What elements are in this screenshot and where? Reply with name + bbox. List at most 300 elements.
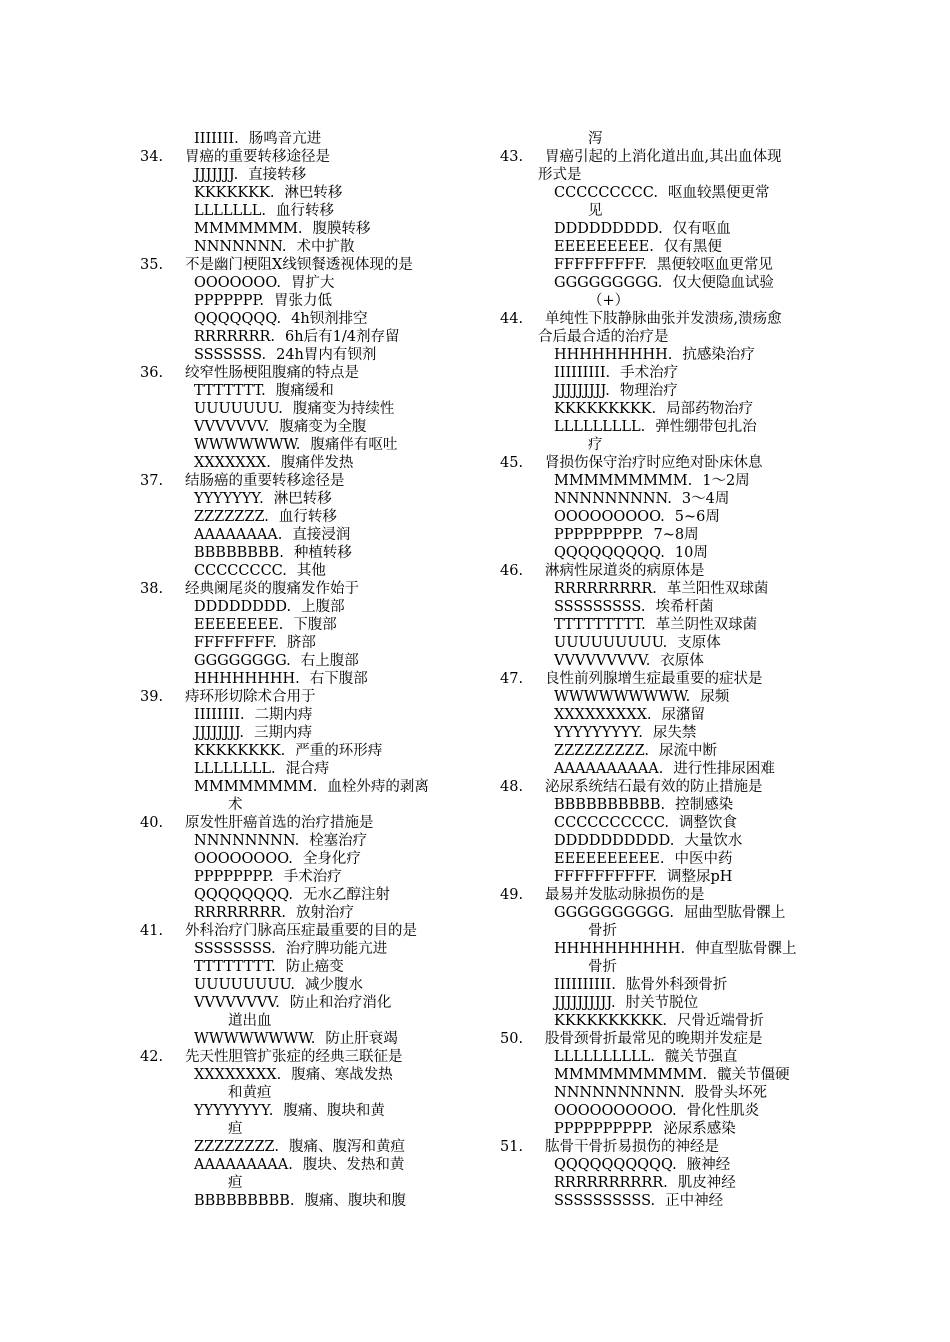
option-key: SSSSSSSSSS. [554, 1193, 656, 1209]
right-column [500, 130, 830, 1210]
option-text: 二期内痔 [254, 707, 313, 723]
option-item [140, 310, 470, 328]
option-item [140, 886, 470, 904]
option-continuation: 见 [588, 203, 603, 219]
option-text: 胃张力低 [273, 293, 332, 309]
option-key: RRRRRRR. [194, 329, 276, 345]
question-number: 37. [140, 473, 164, 489]
option-text: 尺骨近端骨折 [676, 1013, 764, 1029]
option-item [140, 544, 470, 562]
option-text: 屈曲型肱骨髁上 [683, 905, 786, 921]
question-stem-continuation: 合后最合适的治疗是 [538, 329, 669, 345]
question-item [500, 1138, 830, 1210]
option-key: OOOOOOOO. [194, 851, 293, 867]
option-key: LLLLLLLLL. [554, 419, 646, 435]
question-stem: 股骨颈骨折最常见的晚期并发症是 [545, 1031, 763, 1047]
left-column [140, 130, 470, 1210]
option-key: WWWWWWWW. [194, 1031, 316, 1047]
option-text: 减少腹水 [305, 977, 364, 993]
question-item [140, 688, 470, 814]
option-continuation: 泻 [588, 131, 603, 147]
question-stem: 胃癌引起的上消化道出血,其出血体现 [545, 149, 782, 165]
option-item [500, 508, 830, 526]
question-number: 40. [140, 815, 164, 831]
option-text: 控制感染 [675, 797, 734, 813]
question-stem-line [500, 148, 830, 166]
question-stem-line [140, 364, 470, 382]
option-key: MMMMMMM. [194, 221, 303, 237]
question-number: 42. [140, 1049, 164, 1065]
question-stem-line [140, 1048, 470, 1066]
option-item [140, 184, 470, 202]
question-stem-line [500, 562, 830, 580]
option-key: FFFFFFFFF. [554, 257, 647, 273]
option-item [140, 742, 470, 760]
question-stem: 经典阑尾炎的腹痛发作始于 [185, 581, 359, 597]
option-text: 支原体 [677, 635, 721, 651]
question-stem-line [140, 922, 470, 940]
option-key: QQQQQQQQ. [194, 887, 293, 903]
option-key: TTTTTTTT. [194, 959, 276, 975]
option-text: 4h钡剂排空 [291, 311, 368, 327]
question-stem-line [500, 1138, 830, 1156]
option-text: 调整尿pH [666, 869, 733, 885]
option-key: MMMMMMMMM. [554, 473, 693, 489]
option-key: CCCCCCCCCC. [554, 815, 670, 831]
option-key: FFFFFFFF. [194, 635, 277, 651]
question-item [140, 814, 470, 922]
question-number: 36. [140, 365, 164, 381]
option-item [140, 202, 470, 220]
option-key: AAAAAAAA. [194, 527, 283, 543]
option-key: DDDDDDDDDD. [554, 833, 675, 849]
option-key: RRRRRRRR. [194, 905, 286, 921]
option-item [500, 832, 830, 850]
option-key: XXXXXXX. [194, 455, 271, 471]
option-text: 上腹部 [301, 599, 345, 615]
question-number: 51. [500, 1139, 524, 1155]
option-item [140, 652, 470, 670]
option-item [140, 850, 470, 868]
option-key: BBBBBBBBB. [194, 1193, 295, 1209]
option-item [500, 616, 830, 634]
option-continuation: （+） [588, 293, 630, 309]
question-stem-line [500, 670, 830, 688]
option-key: PPPPPPPPP. [554, 527, 644, 543]
question-item [140, 364, 470, 472]
option-key: IIIIIIIII. [554, 365, 611, 381]
option-item [140, 832, 470, 850]
option-text: 栓塞治疗 [309, 833, 368, 849]
option-key: JJJJJJJJJJ. [554, 995, 616, 1011]
option-key: WWWWWWW. [194, 437, 301, 453]
option-text: 腹痛、腹泻和黄疸 [288, 1139, 405, 1155]
option-item [140, 724, 470, 742]
option-key: UUUUUUUU. [194, 977, 296, 993]
option-key: FFFFFFFFFF. [554, 869, 657, 885]
option-item [140, 562, 470, 580]
question-stem: 外科治疗门脉高压症最重要的目的是 [185, 923, 417, 939]
question-stem: 肱骨干骨折易损伤的神经是 [545, 1139, 719, 1155]
option-item [500, 994, 830, 1012]
option-item [500, 850, 830, 868]
option-item [140, 436, 470, 454]
option-key: YYYYYYYY. [194, 1103, 274, 1119]
option-text: 仅有呕血 [672, 221, 731, 237]
option-text: 腹痛伴有呕吐 [310, 437, 398, 453]
option-item [500, 364, 830, 382]
question-stem-line [500, 778, 830, 796]
question-stem: 肾损伤保守治疗时应绝对卧床休息 [545, 455, 763, 471]
option-text: 埃希杆菌 [655, 599, 714, 615]
option-item [500, 490, 830, 508]
option-item [140, 292, 470, 310]
option-text: 全身化疗 [302, 851, 361, 867]
option-key: ZZZZZZZZZ. [554, 743, 650, 759]
option-key: DDDDDDDDD. [554, 221, 663, 237]
option-key: XXXXXXXXX. [554, 707, 652, 723]
option-key: RRRRRRRRRR. [554, 1175, 668, 1191]
option-item [500, 1012, 830, 1030]
option-text: 泌尿系感染 [663, 1121, 736, 1137]
option-text: 腹痛、寒战发热 [291, 1067, 393, 1083]
option-key: QQQQQQQQQQ. [554, 1157, 677, 1173]
question-item [140, 256, 470, 364]
option-key: YYYYYYYYY. [554, 725, 643, 741]
option-text: 腹痛变为持续性 [292, 401, 395, 417]
option-text: 腹痛、腹块和黄 [283, 1103, 385, 1119]
option-text: 其他 [296, 563, 326, 579]
option-item [500, 688, 830, 706]
option-key: TTTTTTT. [194, 383, 266, 399]
option-item [140, 598, 470, 616]
option-item [500, 1084, 830, 1102]
option-item [140, 634, 470, 652]
option-key: DDDDDDDD. [194, 599, 292, 615]
option-text: 伸直型肱骨髁上 [695, 941, 797, 957]
option-text: 物理治疗 [619, 383, 678, 399]
option-item [500, 706, 830, 724]
option-text: 仅大便隐血试验 [672, 275, 774, 291]
question-stem-continuation: 形式是 [538, 167, 582, 183]
option-item [140, 1102, 470, 1120]
option-item [500, 1048, 830, 1066]
option-item [500, 724, 830, 742]
option-key: GGGGGGGG. [194, 653, 291, 669]
option-key: NNNNNNNN. [194, 833, 300, 849]
option-key: LLLLLLLLLL. [554, 1049, 655, 1065]
option-key: CCCCCCCC. [194, 563, 287, 579]
option-text: 淋巴转移 [284, 185, 343, 201]
question-item [500, 1030, 830, 1138]
option-text: 尿失禁 [652, 725, 697, 741]
option-key: VVVVVVV. [194, 419, 270, 435]
option-key: PPPPPPPPPP. [554, 1121, 654, 1137]
option-key: SSSSSSSSS. [554, 599, 646, 615]
option-text: 腹痛伴发热 [280, 455, 354, 471]
option-item [500, 868, 830, 886]
option-key: IIIIIIII. [194, 707, 245, 723]
option-text: 局部药物治疗 [666, 401, 754, 417]
option-text: 腋神经 [686, 1157, 731, 1173]
option-item [500, 238, 830, 256]
question-stem-line [140, 580, 470, 598]
option-text: 呕血较黑便更常 [667, 185, 770, 201]
option-text: 胃扩大 [290, 275, 335, 291]
option-item [140, 760, 470, 778]
option-continuation: 骨折 [588, 959, 617, 975]
option-key: TTTTTTTTT. [554, 617, 646, 633]
question-item [500, 886, 830, 1030]
option-text: 革兰阴性双球菌 [655, 617, 758, 633]
question-item [140, 148, 470, 256]
option-item [500, 274, 830, 292]
option-key: BBBBBBBB. [194, 545, 284, 561]
option-text: 右下腹部 [309, 671, 368, 687]
question-stem-line [140, 688, 470, 706]
option-text: 淋巴转移 [273, 491, 332, 507]
option-key: SSSSSSSS. [194, 941, 276, 957]
question-item [500, 562, 830, 670]
option-item [140, 670, 470, 688]
option-item [140, 1030, 470, 1048]
option-text: 治疗脾功能亢进 [285, 941, 388, 957]
question-stem-line [500, 454, 830, 472]
option-text: 髋关节强直 [664, 1049, 738, 1065]
option-key: LLLLLLLL. [194, 761, 276, 777]
option-text: 衣原体 [660, 653, 704, 669]
question-item [140, 1048, 470, 1210]
option-text: 血栓外痔的剥离 [327, 779, 429, 795]
question-number: 49. [500, 887, 524, 903]
question-stem: 结肠癌的重要转移途径是 [185, 473, 345, 489]
option-continuation: 术 [228, 797, 243, 813]
question-item [140, 922, 470, 1048]
option-item [500, 976, 830, 994]
option-key: ZZZZZZZ. [194, 509, 269, 525]
option-item [500, 760, 830, 778]
option-text: 肌皮神经 [677, 1175, 736, 1191]
option-item [140, 220, 470, 238]
option-text: 6h后有1/4剂存留 [285, 329, 400, 345]
option-text: 弹性绷带包扎治 [655, 419, 757, 435]
option-key: WWWWWWWWW. [554, 689, 691, 705]
option-item [500, 580, 830, 598]
option-key: CCCCCCCCC. [554, 185, 658, 201]
option-item [140, 238, 470, 256]
option-key: VVVVVVVV. [194, 995, 280, 1011]
option-text: 混合痔 [285, 761, 330, 777]
option-key: NNNNNNN. [194, 239, 287, 255]
option-item [500, 1102, 830, 1120]
option-text: 直接浸润 [292, 527, 351, 543]
option-key: OOOOOOOOOO. [554, 1103, 677, 1119]
option-text: 无水乙醇注射 [303, 887, 390, 903]
option-item [140, 490, 470, 508]
option-text: 血行转移 [278, 509, 337, 525]
option-text: 血行转移 [276, 203, 335, 219]
option-item [140, 508, 470, 526]
option-item [500, 652, 830, 670]
question-stem-line [140, 256, 470, 274]
option-text: 腹痛缓和 [275, 383, 334, 399]
option-item [500, 904, 830, 922]
option-key: QQQQQQQ. [194, 311, 282, 327]
option-key: BBBBBBBBBB. [554, 797, 666, 813]
question-item [500, 670, 830, 778]
option-key: UUUUUUU. [194, 401, 283, 417]
option-key: IIIIIIIIII. [554, 977, 616, 993]
option-text: 髋关节僵硬 [717, 1067, 790, 1083]
option-item [500, 544, 830, 562]
question-number: 50. [500, 1031, 524, 1047]
option-text: 防止癌变 [285, 959, 344, 975]
option-item [140, 994, 470, 1012]
option-item [140, 706, 470, 724]
option-item [500, 940, 830, 958]
option-key: ZZZZZZZZ. [194, 1139, 279, 1155]
lead-option [140, 130, 470, 148]
option-item [140, 526, 470, 544]
option-item [140, 904, 470, 922]
option-text: 骨化性肌炎 [686, 1103, 760, 1119]
option-key: QQQQQQQQQ. [554, 545, 665, 561]
question-stem-line [500, 1030, 830, 1048]
question-stem: 良性前列腺增生症最重要的症状是 [545, 671, 763, 687]
option-key: SSSSSSS. [194, 347, 267, 363]
option-key: JJJJJJJJJ. [554, 383, 610, 399]
option-key: AAAAAAAAAA. [554, 761, 664, 777]
question-item [140, 580, 470, 688]
option-text: 5~6周 [674, 509, 720, 525]
question-stem: 先天性胆管扩张症的经典三联征是 [185, 1049, 403, 1065]
option-key: PPPPPPPP. [194, 869, 274, 885]
option-item [500, 346, 830, 364]
option-key: JJJJJJJ. [194, 167, 239, 183]
option-item [500, 526, 830, 544]
option-key: RRRRRRRRR. [554, 581, 657, 597]
option-key: KKKKKKK. [194, 185, 275, 201]
question-stem-line [500, 310, 830, 328]
question-item [140, 472, 470, 580]
option-text: 尿流中断 [659, 743, 718, 759]
question-stem: 胃癌的重要转移途径是 [185, 149, 330, 165]
option-item [500, 1066, 830, 1084]
option-text: 3～4周 [681, 491, 730, 507]
option-key: EEEEEEEEEE. [554, 851, 665, 867]
option-item [500, 472, 830, 490]
option-text: 腹膜转移 [312, 221, 371, 237]
option-key: MMMMMMMM. [194, 779, 318, 795]
option-text: 腹块、发热和黄 [302, 1157, 405, 1173]
option-text: 种植转移 [293, 545, 352, 561]
option-item [140, 940, 470, 958]
option-key: GGGGGGGGGG. [554, 905, 674, 921]
option-item [140, 868, 470, 886]
option-continuation: 疸 [228, 1121, 243, 1137]
question-number: 35. [140, 257, 164, 273]
option-continuation: 道出血 [228, 1013, 272, 1029]
option-item [140, 976, 470, 994]
option-item [500, 634, 830, 652]
option-key: EEEEEEEEE. [554, 239, 654, 255]
question-stem: 不是幽门梗阻X线钡餐透视体现的是 [185, 257, 413, 273]
option-key: HHHHHHHH. [194, 671, 300, 687]
option-item [500, 1192, 830, 1210]
option-item [140, 274, 470, 292]
question-stem-line [140, 148, 470, 166]
question-number: 46. [500, 563, 524, 579]
question-stem: 最易并发肱动脉损伤的是 [545, 887, 705, 903]
question-stem-line [500, 886, 830, 904]
question-number: 38. [140, 581, 164, 597]
question-item [500, 454, 830, 562]
option-item [500, 742, 830, 760]
question-stem-line [140, 814, 470, 832]
option-item [500, 184, 830, 202]
option-item [500, 1174, 830, 1192]
option-key: OOOOOOO. [194, 275, 281, 291]
option-item [140, 346, 470, 364]
option-text: 进行性排尿困难 [673, 761, 775, 777]
option-item [500, 1120, 830, 1138]
option-text: 尿频 [700, 689, 730, 705]
option-text: 中医中药 [674, 851, 733, 867]
question-number: 41. [140, 923, 164, 939]
option-key: OOOOOOOOO. [554, 509, 665, 525]
question-stem: 绞窄性肠梗阻腹痛的特点是 [185, 365, 359, 381]
option-item [500, 220, 830, 238]
option-item [500, 256, 830, 274]
question-item [500, 148, 830, 310]
option-item [140, 1192, 470, 1210]
option-text: 肱骨外科颈骨折 [625, 977, 728, 993]
question-stem-line [140, 472, 470, 490]
option-item [140, 454, 470, 472]
option-text: 腹痛、腹块和腹 [304, 1193, 407, 1209]
question-stem: 淋病性尿道炎的病原体是 [545, 563, 705, 579]
option-text: 术中扩散 [296, 239, 355, 255]
option-item [140, 1066, 470, 1084]
option-continuation: 和黄疸 [228, 1085, 272, 1101]
option-text: 肠鸣音亢进 [248, 131, 322, 147]
option-text: 手术治疗 [283, 869, 342, 885]
option-text: 革兰阳性双球菌 [666, 581, 769, 597]
option-text: 抗感染治疗 [682, 347, 755, 363]
option-text: 调整饮食 [679, 815, 738, 831]
option-item [140, 328, 470, 346]
option-text: 三期内痔 [254, 725, 312, 741]
option-text: 手术治疗 [620, 365, 679, 381]
option-key: NNNNNNNNNN. [554, 1085, 685, 1101]
question-stem: 泌尿系统结石最有效的防止措施是 [545, 779, 763, 795]
option-text: 放射治疗 [295, 905, 354, 921]
question-number: 43. [500, 149, 524, 165]
option-continuation: 骨折 [588, 923, 617, 939]
option-key: IIIIIII. [194, 131, 239, 147]
option-key: PPPPPPP. [194, 293, 264, 309]
option-continuation: 疸 [228, 1175, 243, 1191]
option-key: AAAAAAAAA. [194, 1157, 293, 1173]
option-item [500, 796, 830, 814]
question-number: 39. [140, 689, 164, 705]
option-text: 7~8周 [653, 527, 699, 543]
option-key: MMMMMMMMMM. [554, 1067, 708, 1083]
question-stem: 单纯性下肢静脉曲张并发溃疡,溃疡愈 [545, 311, 782, 327]
option-text: 肘关节脱位 [625, 995, 699, 1011]
question-item [500, 778, 830, 886]
option-key: NNNNNNNNN. [554, 491, 672, 507]
